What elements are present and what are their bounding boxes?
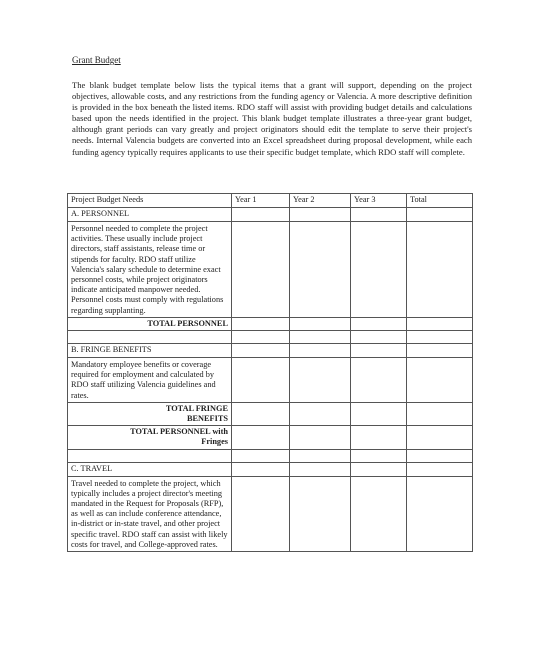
cell	[407, 449, 473, 462]
cell	[290, 208, 351, 222]
cell	[290, 449, 351, 462]
cell	[232, 344, 290, 358]
cell	[407, 344, 473, 358]
section-title-travel: C. TRAVEL	[68, 462, 232, 476]
cell	[232, 462, 290, 476]
cell	[351, 222, 407, 318]
header-cell-year-2: Year 2	[290, 194, 351, 208]
cell	[351, 426, 407, 449]
cell	[290, 317, 351, 330]
total-label-fringe: TOTAL FRINGE BENEFITS	[68, 402, 232, 425]
cell	[232, 358, 290, 403]
total-row-fringe	[68, 402, 473, 425]
section-row-travel	[68, 462, 473, 476]
cell	[351, 476, 407, 551]
cell	[68, 331, 232, 344]
cell	[290, 331, 351, 344]
total-label-personnel-fringes: TOTAL PERSONNEL with Fringes	[68, 426, 232, 449]
header-cell-year-1: Year 1	[232, 194, 290, 208]
cell	[232, 426, 290, 449]
cell	[407, 476, 473, 551]
cell	[232, 222, 290, 318]
cell	[351, 344, 407, 358]
cell	[351, 402, 407, 425]
cell	[232, 208, 290, 222]
cell	[290, 476, 351, 551]
cell	[407, 462, 473, 476]
section-row-fringe	[68, 344, 473, 358]
cell	[232, 317, 290, 330]
cell	[407, 208, 473, 222]
cell	[351, 449, 407, 462]
cell	[290, 402, 351, 425]
section-title-fringe: B. FRINGE BENEFITS	[68, 344, 232, 358]
section-row-personnel	[68, 208, 473, 222]
total-row-personnel-fringes	[68, 426, 473, 449]
description-personnel: Personnel needed to complete the project activities. These usually include project directors, staff assistants, release time or stipends for faculty. RDO staff utilize Valencia's salary schedule to determine exact personnel costs, while project originators indicate anticipated manpower needed. Personnel costs must comply with regulations regarding supplanting.	[68, 222, 232, 318]
cell	[232, 476, 290, 551]
cell	[407, 402, 473, 425]
cell	[232, 331, 290, 344]
header-cell-year-3: Year 3	[351, 194, 407, 208]
budget-table	[67, 193, 473, 552]
cell	[407, 222, 473, 318]
cell	[407, 317, 473, 330]
cell	[351, 208, 407, 222]
cell	[351, 317, 407, 330]
cell	[407, 331, 473, 344]
blank-row	[68, 331, 473, 344]
total-label-personnel: TOTAL PERSONNEL	[68, 317, 232, 330]
cell	[68, 449, 232, 462]
blank-row	[68, 449, 473, 462]
cell	[290, 222, 351, 318]
cell	[407, 358, 473, 403]
description-travel: Travel needed to complete the project, which typically includes a project director's meeting mandated in the Request for Proposals (RFP), as well as can include conference attendance, in-district or in-state travel, and other project specific travel. RDO staff can assist with likely costs for travel, and College-approved rates.	[68, 476, 232, 551]
document-heading: Grant Budget	[72, 55, 121, 65]
cell	[290, 462, 351, 476]
cell	[232, 402, 290, 425]
header-cell-needs: Project Budget Needs	[68, 194, 232, 208]
cell	[407, 426, 473, 449]
intro-paragraph: The blank budget template below lists the typical items that a grant will support, depending on the project objectives, allowable costs, and any restrictions from the funding agency or Valencia. A more descriptive definition is provided in the box beneath the listed items. RDO staff will assist with providing budget details and calculations based upon the needs identified in the project. This blank budget template illustrates a three-year grant budget, although grant periods can vary greatly and project originators should edit the template to serve their project's needs. Internal Valencia budgets are converted into an Excel spreadsheet during proposal development, while each funding agency typically requires applicants to use their specific budget template, which RDO staff will complete.	[72, 80, 472, 157]
cell	[290, 344, 351, 358]
cell	[351, 358, 407, 403]
total-row-personnel	[68, 317, 473, 330]
cell	[290, 426, 351, 449]
cell	[232, 449, 290, 462]
header-cell-total: Total	[407, 194, 473, 208]
cell	[351, 331, 407, 344]
description-row-personnel	[68, 222, 473, 318]
section-title-personnel: A. PERSONNEL	[68, 208, 232, 222]
description-row-fringe	[68, 358, 473, 403]
description-row-travel	[68, 476, 473, 551]
description-fringe: Mandatory employee benefits or coverage required for employment and calculated by RDO staff utilizing Valencia guidelines and rates.	[68, 358, 232, 403]
cell	[290, 358, 351, 403]
header-row	[68, 194, 473, 208]
cell	[351, 462, 407, 476]
